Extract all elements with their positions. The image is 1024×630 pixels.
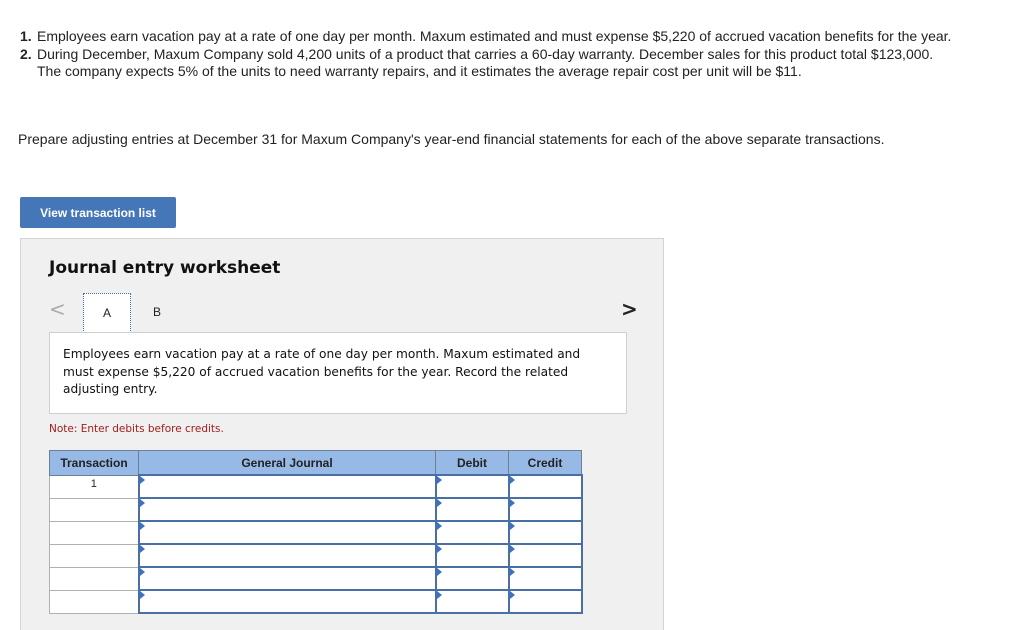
general-journal-select[interactable] [139, 590, 436, 613]
journal-row [50, 498, 582, 521]
problem-number: 1. [20, 28, 32, 44]
credit-input[interactable] [509, 590, 582, 613]
general-journal-select[interactable] [139, 498, 436, 521]
journal-entry-worksheet [20, 238, 664, 630]
dropdown-marker-icon [510, 476, 515, 484]
credit-input[interactable] [509, 475, 582, 498]
dropdown-marker-icon [140, 499, 145, 507]
entry-note: Note: Enter debits before credits. [49, 423, 224, 435]
transaction-number [50, 498, 139, 521]
debit-input[interactable] [436, 521, 509, 544]
transaction-number [50, 544, 139, 567]
journal-row [50, 521, 582, 544]
credit-input[interactable] [509, 498, 582, 521]
header-credit: Credit [509, 451, 582, 476]
problem-list [20, 28, 960, 81]
dropdown-marker-icon [510, 568, 515, 576]
dropdown-marker-icon [437, 568, 442, 576]
debit-input[interactable] [436, 544, 509, 567]
dropdown-marker-icon [510, 591, 515, 599]
dropdown-marker-icon [437, 476, 442, 484]
tab-a[interactable]: A [83, 293, 131, 333]
dropdown-marker-icon [140, 545, 145, 553]
problem-text: During December, Maxum Company sold 4,200 units of a product that carries a 60-day warranty. December sales for this product total $123,000. The company expects 5% of the units to need warranty repairs, and it estimates the average repair cost per unit will be $11. [37, 45, 934, 79]
journal-row [50, 544, 582, 567]
tab-b[interactable]: B [152, 305, 161, 319]
instructions: Prepare adjusting entries at December 31 for Maxum Company's year-end financial statements for each of the above separate transactions. [18, 131, 885, 147]
debit-input[interactable] [436, 590, 509, 613]
worksheet-title: Journal entry worksheet [49, 258, 281, 278]
problem-item [20, 46, 960, 81]
dropdown-marker-icon [140, 591, 145, 599]
debit-input[interactable] [436, 498, 509, 521]
header-general-journal: General Journal [139, 451, 436, 476]
general-journal-select[interactable] [139, 567, 436, 590]
general-journal-select[interactable] [139, 475, 436, 498]
debit-input[interactable] [436, 567, 509, 590]
dropdown-marker-icon [437, 499, 442, 507]
dropdown-marker-icon [140, 522, 145, 530]
credit-input[interactable] [509, 544, 582, 567]
problem-item [20, 28, 960, 46]
transaction-number [50, 567, 139, 590]
dropdown-marker-icon [510, 522, 515, 530]
dropdown-marker-icon [437, 522, 442, 530]
general-journal-select[interactable] [139, 521, 436, 544]
problem-number: 2. [20, 45, 32, 62]
chevron-right-icon[interactable]: > [621, 297, 638, 321]
chevron-left-icon[interactable]: < [49, 297, 66, 321]
header-debit: Debit [436, 451, 509, 476]
dropdown-marker-icon [437, 591, 442, 599]
dropdown-marker-icon [510, 545, 515, 553]
transaction-number: 1 [50, 475, 139, 498]
dropdown-marker-icon [510, 499, 515, 507]
debit-input[interactable] [436, 475, 509, 498]
credit-input[interactable] [509, 521, 582, 544]
credit-input[interactable] [509, 567, 582, 590]
view-transaction-list-button[interactable]: View transaction list [20, 197, 176, 228]
dropdown-marker-icon [140, 568, 145, 576]
transaction-number [50, 521, 139, 544]
journal-row [50, 590, 582, 613]
journal-header-row [50, 451, 582, 476]
problem-statement [20, 28, 960, 81]
dropdown-marker-icon [437, 545, 442, 553]
journal-row [50, 475, 582, 498]
header-transaction: Transaction [50, 451, 139, 476]
transaction-number [50, 590, 139, 613]
dropdown-marker-icon [140, 476, 145, 484]
journal-row [50, 567, 582, 590]
transaction-description: Employees earn vacation pay at a rate of one day per month. Maxum estimated and must expense $5,220 of accrued vacation benefits for the year. Record the related adjusting entry. [49, 332, 627, 414]
journal-table [49, 450, 583, 614]
general-journal-select[interactable] [139, 544, 436, 567]
problem-text: Employees earn vacation pay at a rate of one day per month. Maxum estimated and must expense $5,220 of accrued vacation benefits for the year. [37, 28, 952, 44]
